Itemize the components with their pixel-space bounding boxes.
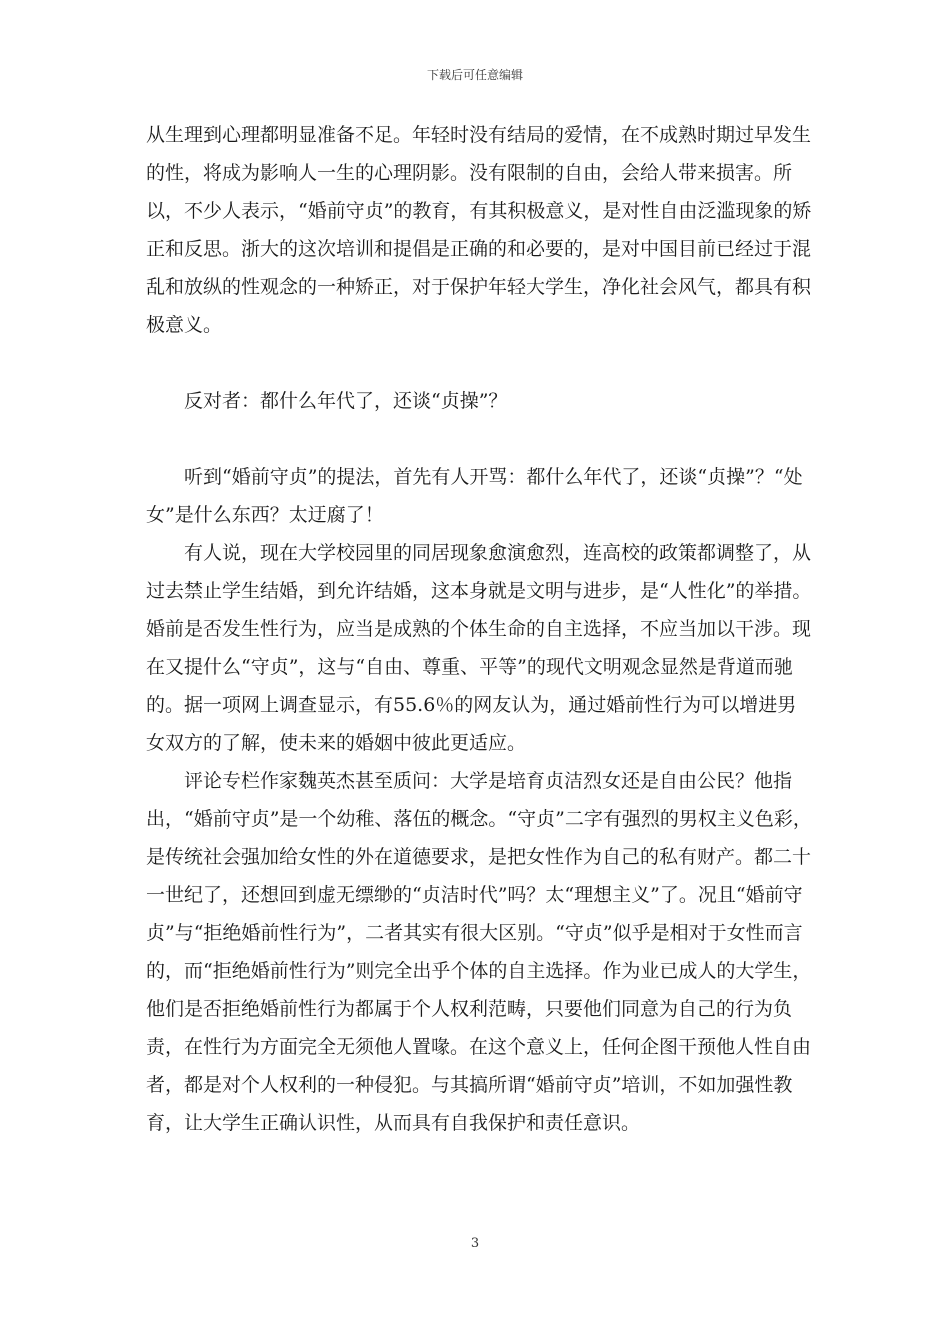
paragraph-gap [146,420,814,458]
document-body [146,116,814,1142]
paragraph-4: 评论专栏作家魏英杰甚至质问：大学是培育贞洁烈女还是自由公民？他指出，“婚前守贞”是一个幼稚、落伍的概念。“守贞”二字有强烈的男权主义色彩，是传统社会强加给女性的外在道德要求，是把女性作为自己的私有财产。都二十一世纪了，还想回到虚无缥缈的“贞洁时代”吗？太“理想主义”了。况且“婚前守贞”与“拒绝婚前性行为”，二者其实有很大区别。“守贞”似乎是相对于女性而言的，而“拒绝婚前性行为”则完全出乎个体的自主选择。作为业已成人的大学生，他们是否拒绝婚前性行为都属于个人权利范畴，只要他们同意为自己的行为负责，在性行为方面完全无须他人置喙。在这个意义上，任何企图干预他人性自由者，都是对个人权利的一种侵犯。与其搞所谓“婚前守贞”培训，不如加强性教育，让大学生正确认识性，从而具有自我保护和责任意识。 [146,770,812,1134]
section-heading: 反对者：都什么年代了，还谈“贞操”？ [184,390,508,412]
paragraph-2: 听到“婚前守贞”的提法，首先有人开骂：都什么年代了，还谈“贞操”？“处女”是什么东西？太迂腐了！ [146,466,803,526]
paragraph-gap [146,344,814,382]
page-number: 3 [470,1236,480,1251]
paragraph-3: 有人说，现在大学校园里的同居现象愈演愈烈，连高校的政策都调整了，从过去禁止学生结婚，到允许结婚，这本身就是文明与进步，是“人性化”的举措。婚前是否发生性行为，应当是成熟的个体生命的自主选择，不应当加以干涉。现在又提什么“守贞”，这与“自由、尊重、平等”的现代文明观念显然是背道而驰的。据一项网上调查显示，有55.6％的网友认为，通过婚前性行为可以增进男女双方的了解，使未来的婚姻中彼此更适应。 [146,542,812,754]
paragraph-1: 从生理到心理都明显准备不足。年轻时没有结局的爱情，在不成熟时期过早发生的性，将成为影响人一生的心理阴影。没有限制的自由，会给人带来损害。所以，不少人表示，“婚前守贞”的教育，有其积极意义，是对性自由泛滥现象的矫正和反思。浙大的这次培训和提倡是正确的和必要的，是对中国目前已经过于混乱和放纵的性观念的一种矫正，对于保护年轻大学生，净化社会风气，都具有积极意义。 [146,124,812,336]
page-header: 下载后可任意编辑 [426,68,523,82]
